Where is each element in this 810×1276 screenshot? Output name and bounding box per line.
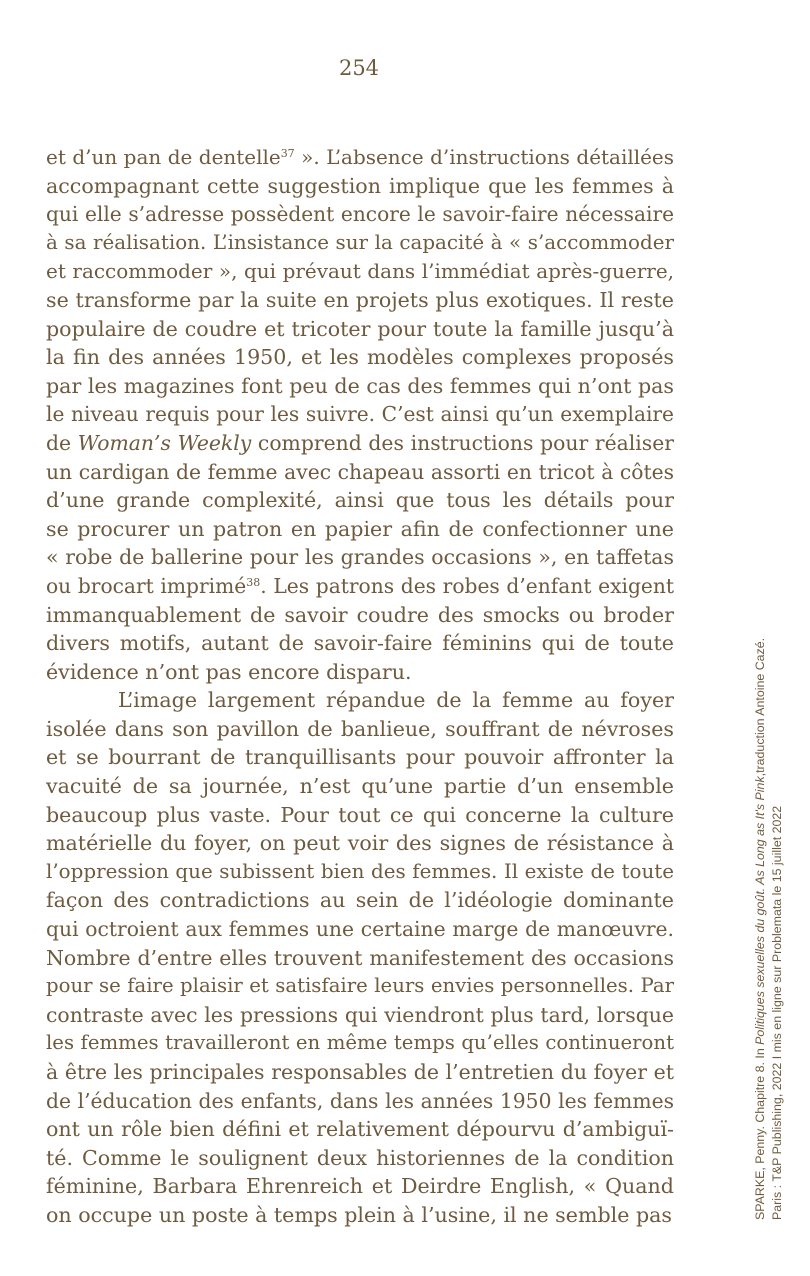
text-run: de bbox=[46, 430, 78, 455]
text-line bbox=[46, 1029, 674, 1058]
text-run: qui elle s’adresse possèdent encore le savoir-faire nécessaire bbox=[46, 202, 674, 227]
text-line bbox=[46, 1001, 674, 1030]
text-line bbox=[46, 315, 674, 344]
text-run: accompagnant cette suggestion implique que les femmes à bbox=[46, 173, 674, 198]
body-text bbox=[46, 143, 674, 1230]
text-line bbox=[46, 915, 674, 944]
footnote-ref: 38 bbox=[246, 575, 261, 589]
text-run: isolée dans son pavillon de banlieue, souffrant de névroses bbox=[46, 716, 674, 741]
text-line bbox=[46, 400, 674, 429]
text-run: contraste avec les pressions qui viendront plus tard, lorsque bbox=[46, 1002, 674, 1027]
text-line bbox=[46, 944, 674, 973]
text-run: « robe de ballerine pour les grandes occasions », en taffetas bbox=[46, 545, 674, 570]
italic-title: Woman’s Weekly bbox=[77, 430, 252, 455]
text-line bbox=[46, 858, 674, 887]
citation-title: Politiques sexuelles du goût. As Long as It's Pink bbox=[753, 776, 767, 1045]
paragraph bbox=[46, 143, 674, 686]
text-line bbox=[46, 1115, 674, 1144]
text-run: populaire de coudre et tricoter pour toute la famille jusqu’à bbox=[46, 316, 674, 341]
text-run: té. Comme le soulignent deux historiennes de la condition bbox=[46, 1145, 674, 1170]
text-line bbox=[46, 486, 674, 515]
text-line bbox=[46, 229, 674, 258]
text-line bbox=[46, 572, 674, 601]
text-run: . Les patrons des robes d’enfant exigent bbox=[260, 573, 674, 598]
citation-suffix: ,traduction Antoine Cazé. bbox=[753, 637, 767, 777]
text-run: le niveau requis pour les suivre. C’est ainsi qu’un exemplaire bbox=[46, 402, 674, 427]
text-line bbox=[46, 1087, 674, 1116]
text-run: vacuité de sa journée, n’est qu’une partie d’un ensemble bbox=[46, 774, 674, 799]
text-line bbox=[46, 886, 674, 915]
text-line bbox=[46, 1172, 674, 1201]
text-line bbox=[46, 715, 674, 744]
text-line bbox=[46, 515, 674, 544]
text-run: Nombre d’entre elles trouvent manifestement des occasions bbox=[46, 945, 674, 970]
text-run: les femmes travailleront en même temps qu’elles continueront bbox=[46, 1031, 674, 1055]
text-run: de l’éducation des enfants, dans les années 1950 les femmes bbox=[46, 1088, 674, 1113]
text-run: ou brocart imprimé bbox=[46, 573, 247, 598]
citation-prefix: SPARKE, Penny. Chapitre 8. In bbox=[753, 1044, 767, 1220]
text-line bbox=[46, 458, 674, 487]
text-run: d’une grande complexité, ainsi que tous les détails pour bbox=[46, 488, 674, 513]
text-line bbox=[46, 286, 674, 315]
page-number: 254 bbox=[338, 56, 380, 80]
citation-note bbox=[752, 520, 786, 1220]
text-line bbox=[46, 343, 674, 372]
text-run: on occupe un poste à temps plein à l’usine, il ne semble pas bbox=[46, 1202, 672, 1227]
text-run: la fin des années 1950, et les modèles complexes proposés bbox=[46, 345, 674, 370]
text-line bbox=[46, 601, 674, 630]
text-line bbox=[46, 1058, 674, 1087]
text-line bbox=[46, 257, 674, 286]
text-line bbox=[46, 543, 674, 572]
text-line bbox=[46, 1144, 674, 1173]
text-line bbox=[46, 972, 674, 1001]
text-run: pour se faire plaisir et satisfaire leurs envies personnelles. Par bbox=[46, 974, 674, 998]
text-line bbox=[46, 172, 674, 201]
text-run: par les magazines font peu de cas des femmes qui n’ont pas bbox=[46, 373, 674, 398]
text-run: ». L’absence d’instructions détaillées bbox=[294, 145, 674, 169]
footnote-ref: 37 bbox=[280, 147, 295, 160]
text-line bbox=[46, 686, 674, 715]
citation-line-1 bbox=[752, 520, 769, 1220]
text-line bbox=[46, 372, 674, 401]
text-run: se procurer un patron en papier afin de confectionner une bbox=[46, 516, 674, 541]
text-line bbox=[46, 743, 674, 772]
text-run: beaucoup plus vaste. Pour tout ce qui concerne la culture bbox=[46, 802, 674, 827]
text-run: L’image largement répandue de la femme au foyer bbox=[118, 688, 674, 713]
text-line bbox=[46, 772, 674, 801]
text-line bbox=[46, 429, 674, 458]
text-run: se transforme par la suite en projets plus exotiques. Il reste bbox=[46, 287, 674, 312]
citation-line-2: Paris : T&P Publishing, 2022 I mis en ligne sur Problemata le 15 juillet 2022 bbox=[770, 805, 784, 1220]
paragraph bbox=[46, 686, 674, 1229]
text-line bbox=[46, 200, 674, 229]
text-line bbox=[46, 143, 674, 172]
text-run: matérielle du foyer, on peut voir des signes de résistance à bbox=[46, 831, 674, 856]
text-run: à être les principales responsables de l’entretien du foyer et bbox=[46, 1060, 674, 1084]
text-run: immanquablement de savoir coudre des smocks ou broder bbox=[46, 602, 674, 627]
text-run: évidence n’ont pas encore disparu. bbox=[46, 659, 412, 684]
text-run: l’oppression que subissent bien des femmes. Il existe de toute bbox=[46, 859, 674, 883]
text-line bbox=[46, 658, 674, 687]
text-run: et d’un pan de dentelle bbox=[46, 145, 281, 169]
text-line bbox=[46, 1201, 674, 1230]
text-run: qui octroient aux femmes une certaine marge de manœuvre. bbox=[46, 917, 674, 942]
text-run: féminine, Barbara Ehrenreich et Deirdre English, « Quand bbox=[46, 1174, 674, 1199]
text-run: un cardigan de femme avec chapeau assorti en tricot à côtes bbox=[46, 459, 674, 484]
text-line bbox=[46, 801, 674, 830]
text-run: ont un rôle bien défini et relativement dépourvu d’ambiguï- bbox=[46, 1117, 674, 1142]
text-run: divers motifs, autant de savoir-faire féminins qui de toute bbox=[46, 631, 674, 656]
text-run: et se bourrant de tranquillisants pour pouvoir affronter la bbox=[46, 745, 674, 770]
text-line bbox=[46, 829, 674, 858]
text-run: façon des contradictions au sein de l’idéologie dominante bbox=[46, 888, 674, 913]
text-run: à sa réalisation. L’insistance sur la capacité à « s’accommoder bbox=[46, 230, 674, 254]
text-line bbox=[46, 629, 674, 658]
text-run: comprend des instructions pour réaliser bbox=[251, 430, 674, 455]
text-run: et raccommoder », qui prévaut dans l’immédiat après-guerre, bbox=[46, 259, 674, 284]
